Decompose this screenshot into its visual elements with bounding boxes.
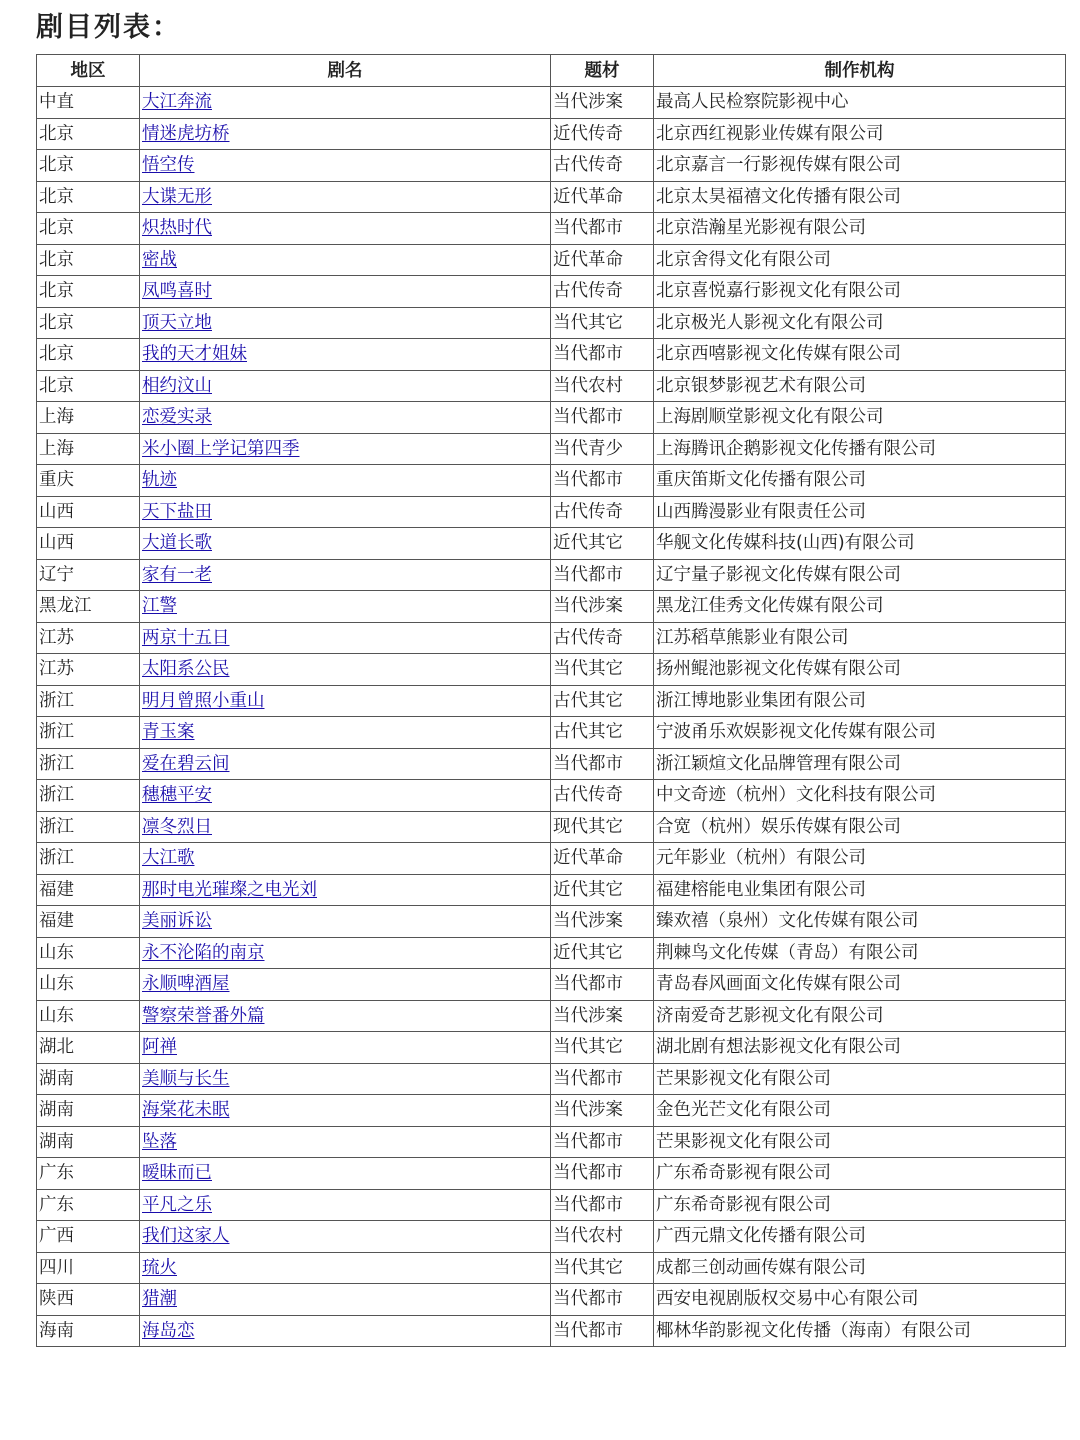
table-row bbox=[37, 843, 1066, 875]
cell-org: 北京嘉言一行影视传媒有限公司 bbox=[654, 150, 1066, 182]
cell-org: 北京太昊福禧文化传播有限公司 bbox=[654, 181, 1066, 213]
cell-genre: 古代其它 bbox=[551, 717, 654, 749]
cell-org: 荆棘鸟文化传媒（青岛）有限公司 bbox=[654, 937, 1066, 969]
cell-name bbox=[140, 118, 551, 150]
cell-genre: 当代都市 bbox=[551, 1126, 654, 1158]
table-row bbox=[37, 496, 1066, 528]
cell-name bbox=[140, 370, 551, 402]
cell-org: 北京舍得文化有限公司 bbox=[654, 244, 1066, 276]
cell-region: 上海 bbox=[37, 433, 140, 465]
cell-name bbox=[140, 685, 551, 717]
drama-link[interactable]: 暧昧而已 bbox=[142, 1163, 212, 1184]
cell-genre: 近代革命 bbox=[551, 244, 654, 276]
cell-region: 湖南 bbox=[37, 1126, 140, 1158]
drama-link[interactable]: 大江歌 bbox=[142, 848, 195, 869]
cell-org: 黑龙江佳秀文化传媒有限公司 bbox=[654, 591, 1066, 623]
drama-link[interactable]: 爱在碧云间 bbox=[142, 753, 230, 774]
cell-genre: 近代革命 bbox=[551, 181, 654, 213]
drama-link[interactable]: 情迷虎坊桥 bbox=[142, 123, 230, 144]
cell-region: 江苏 bbox=[37, 622, 140, 654]
table-body bbox=[37, 87, 1066, 1347]
cell-org: 扬州鲲池影视文化传媒有限公司 bbox=[654, 654, 1066, 686]
cell-org: 臻欢禧（泉州）文化传媒有限公司 bbox=[654, 906, 1066, 938]
table-row bbox=[37, 402, 1066, 434]
cell-name bbox=[140, 1032, 551, 1064]
cell-org: 中文奇迹（杭州）文化科技有限公司 bbox=[654, 780, 1066, 812]
cell-name bbox=[140, 181, 551, 213]
table-row bbox=[37, 1221, 1066, 1253]
cell-region: 陕西 bbox=[37, 1284, 140, 1316]
table-row bbox=[37, 370, 1066, 402]
table-row bbox=[37, 150, 1066, 182]
cell-region: 湖南 bbox=[37, 1063, 140, 1095]
table-row bbox=[37, 307, 1066, 339]
cell-region: 广西 bbox=[37, 1221, 140, 1253]
cell-org: 华舰文化传媒科技(山西)有限公司 bbox=[654, 528, 1066, 560]
cell-genre: 当代都市 bbox=[551, 1284, 654, 1316]
cell-region: 山东 bbox=[37, 1000, 140, 1032]
cell-genre: 当代都市 bbox=[551, 465, 654, 497]
cell-region: 重庆 bbox=[37, 465, 140, 497]
cell-genre: 当代都市 bbox=[551, 748, 654, 780]
drama-link[interactable]: 凛冬烈日 bbox=[142, 816, 212, 837]
cell-name bbox=[140, 1315, 551, 1347]
cell-name bbox=[140, 748, 551, 780]
cell-org: 重庆笛斯文化传播有限公司 bbox=[654, 465, 1066, 497]
table-row bbox=[37, 1189, 1066, 1221]
cell-org: 福建榕能电业集团有限公司 bbox=[654, 874, 1066, 906]
drama-link[interactable]: 顶天立地 bbox=[142, 312, 212, 333]
header-name: 剧名 bbox=[140, 55, 551, 87]
cell-name bbox=[140, 1063, 551, 1095]
table-row bbox=[37, 213, 1066, 245]
cell-org: 湖北剧有想法影视文化有限公司 bbox=[654, 1032, 1066, 1064]
cell-genre: 当代农村 bbox=[551, 370, 654, 402]
cell-org: 合宽（杭州）娱乐传媒有限公司 bbox=[654, 811, 1066, 843]
cell-org: 青岛春风画面文化传媒有限公司 bbox=[654, 969, 1066, 1001]
cell-region: 北京 bbox=[37, 370, 140, 402]
cell-org: 芒果影视文化有限公司 bbox=[654, 1063, 1066, 1095]
table-row bbox=[37, 465, 1066, 497]
drama-link[interactable]: 凤鸣喜时 bbox=[142, 281, 212, 302]
cell-name bbox=[140, 87, 551, 119]
cell-genre: 近代传奇 bbox=[551, 118, 654, 150]
table-row bbox=[37, 622, 1066, 654]
drama-link[interactable]: 猎潮 bbox=[142, 1289, 177, 1310]
drama-link[interactable]: 炽热时代 bbox=[142, 218, 212, 239]
header-org: 制作机构 bbox=[654, 55, 1066, 87]
table-row bbox=[37, 1252, 1066, 1284]
cell-region: 北京 bbox=[37, 276, 140, 308]
cell-genre: 当代涉案 bbox=[551, 87, 654, 119]
cell-genre: 当代其它 bbox=[551, 1252, 654, 1284]
cell-org: 广西元鼎文化传播有限公司 bbox=[654, 1221, 1066, 1253]
table-row bbox=[37, 559, 1066, 591]
cell-genre: 当代都市 bbox=[551, 402, 654, 434]
cell-name bbox=[140, 622, 551, 654]
cell-genre: 当代涉案 bbox=[551, 1000, 654, 1032]
header-region: 地区 bbox=[37, 55, 140, 87]
drama-link[interactable]: 天下盐田 bbox=[142, 501, 212, 522]
cell-name bbox=[140, 1284, 551, 1316]
cell-name bbox=[140, 874, 551, 906]
cell-genre: 当代涉案 bbox=[551, 906, 654, 938]
table-row bbox=[37, 654, 1066, 686]
cell-region: 黑龙江 bbox=[37, 591, 140, 623]
cell-genre: 古代传奇 bbox=[551, 780, 654, 812]
cell-name bbox=[140, 276, 551, 308]
cell-genre: 古代传奇 bbox=[551, 622, 654, 654]
cell-name bbox=[140, 150, 551, 182]
cell-org: 芒果影视文化有限公司 bbox=[654, 1126, 1066, 1158]
drama-link[interactable]: 恋爱实录 bbox=[142, 407, 212, 428]
cell-org: 金色光芒文化有限公司 bbox=[654, 1095, 1066, 1127]
drama-link[interactable]: 美丽诉讼 bbox=[142, 911, 212, 932]
cell-org: 济南爱奇艺影视文化有限公司 bbox=[654, 1000, 1066, 1032]
cell-name bbox=[140, 1252, 551, 1284]
drama-link[interactable]: 江警 bbox=[142, 596, 177, 617]
cell-region: 浙江 bbox=[37, 811, 140, 843]
cell-org: 北京银梦影视艺术有限公司 bbox=[654, 370, 1066, 402]
cell-org: 北京西嘻影视文化传媒有限公司 bbox=[654, 339, 1066, 371]
cell-region: 广东 bbox=[37, 1158, 140, 1190]
cell-genre: 当代其它 bbox=[551, 307, 654, 339]
table-row bbox=[37, 969, 1066, 1001]
table-row bbox=[37, 937, 1066, 969]
cell-org: 北京浩瀚星光影视有限公司 bbox=[654, 213, 1066, 245]
cell-name bbox=[140, 969, 551, 1001]
cell-name bbox=[140, 496, 551, 528]
cell-name bbox=[140, 654, 551, 686]
cell-genre: 当代都市 bbox=[551, 339, 654, 371]
cell-genre: 当代农村 bbox=[551, 1221, 654, 1253]
cell-name bbox=[140, 465, 551, 497]
cell-region: 北京 bbox=[37, 150, 140, 182]
table-row bbox=[37, 118, 1066, 150]
cell-genre: 古代其它 bbox=[551, 685, 654, 717]
cell-genre: 当代都市 bbox=[551, 1063, 654, 1095]
table-row bbox=[37, 1095, 1066, 1127]
cell-name bbox=[140, 811, 551, 843]
drama-link[interactable]: 大道长歌 bbox=[142, 533, 212, 554]
table-row bbox=[37, 276, 1066, 308]
table-row bbox=[37, 1063, 1066, 1095]
cell-name bbox=[140, 339, 551, 371]
cell-org: 上海腾讯企鹅影视文化传播有限公司 bbox=[654, 433, 1066, 465]
cell-region: 上海 bbox=[37, 402, 140, 434]
cell-org: 辽宁量子影视文化传媒有限公司 bbox=[654, 559, 1066, 591]
drama-link[interactable]: 青玉案 bbox=[142, 722, 195, 743]
cell-region: 福建 bbox=[37, 906, 140, 938]
table-row bbox=[37, 780, 1066, 812]
cell-org: 椰林华韵影视文化传播（海南）有限公司 bbox=[654, 1315, 1066, 1347]
cell-genre: 当代涉案 bbox=[551, 1095, 654, 1127]
table-row bbox=[37, 1032, 1066, 1064]
cell-genre: 当代其它 bbox=[551, 1032, 654, 1064]
drama-link[interactable]: 太阳系公民 bbox=[142, 659, 230, 680]
cell-region: 辽宁 bbox=[37, 559, 140, 591]
cell-name bbox=[140, 307, 551, 339]
drama-link[interactable]: 轨迹 bbox=[142, 470, 177, 491]
cell-name bbox=[140, 1126, 551, 1158]
cell-region: 北京 bbox=[37, 307, 140, 339]
cell-name bbox=[140, 717, 551, 749]
cell-genre: 近代其它 bbox=[551, 937, 654, 969]
cell-name bbox=[140, 906, 551, 938]
cell-region: 广东 bbox=[37, 1189, 140, 1221]
cell-genre: 当代都市 bbox=[551, 969, 654, 1001]
cell-org: 北京喜悦嘉行影视文化有限公司 bbox=[654, 276, 1066, 308]
table-row bbox=[37, 1315, 1066, 1347]
cell-region: 浙江 bbox=[37, 780, 140, 812]
cell-region: 山西 bbox=[37, 528, 140, 560]
cell-genre: 当代青少 bbox=[551, 433, 654, 465]
drama-link[interactable]: 坠落 bbox=[142, 1131, 177, 1152]
cell-org: 广东希奇影视有限公司 bbox=[654, 1158, 1066, 1190]
cell-region: 北京 bbox=[37, 244, 140, 276]
cell-org: 浙江博地影业集团有限公司 bbox=[654, 685, 1066, 717]
table-row bbox=[37, 433, 1066, 465]
drama-link[interactable]: 相约汶山 bbox=[142, 375, 212, 396]
cell-region: 四川 bbox=[37, 1252, 140, 1284]
cell-region: 江苏 bbox=[37, 654, 140, 686]
cell-org: 浙江颖煊文化品牌管理有限公司 bbox=[654, 748, 1066, 780]
table-row bbox=[37, 1000, 1066, 1032]
table-header-row bbox=[37, 55, 1066, 87]
cell-genre: 古代传奇 bbox=[551, 150, 654, 182]
drama-link[interactable]: 琉火 bbox=[142, 1257, 177, 1278]
drama-link[interactable]: 美顺与长生 bbox=[142, 1068, 230, 1089]
cell-region: 山西 bbox=[37, 496, 140, 528]
cell-region: 中直 bbox=[37, 87, 140, 119]
drama-link[interactable]: 海岛恋 bbox=[142, 1320, 195, 1341]
cell-name bbox=[140, 1158, 551, 1190]
table-row bbox=[37, 717, 1066, 749]
drama-link[interactable]: 警察荣誉番外篇 bbox=[142, 1005, 265, 1026]
cell-region: 福建 bbox=[37, 874, 140, 906]
cell-region: 浙江 bbox=[37, 717, 140, 749]
cell-region: 浙江 bbox=[37, 748, 140, 780]
table-row bbox=[37, 685, 1066, 717]
cell-region: 山东 bbox=[37, 969, 140, 1001]
cell-org: 最高人民检察院影视中心 bbox=[654, 87, 1066, 119]
drama-link[interactable]: 那时电光璀璨之电光刘 bbox=[142, 879, 317, 900]
drama-list-table bbox=[36, 54, 1066, 1347]
table-row bbox=[37, 1284, 1066, 1316]
drama-link[interactable]: 我的天才姐妹 bbox=[142, 344, 247, 365]
cell-genre: 当代都市 bbox=[551, 1189, 654, 1221]
cell-org: 江苏稻草熊影业有限公司 bbox=[654, 622, 1066, 654]
cell-genre: 当代都市 bbox=[551, 1158, 654, 1190]
cell-org: 西安电视剧版权交易中心有限公司 bbox=[654, 1284, 1066, 1316]
cell-genre: 当代都市 bbox=[551, 559, 654, 591]
cell-name bbox=[140, 1095, 551, 1127]
drama-link[interactable]: 永不沦陷的南京 bbox=[142, 942, 265, 963]
drama-link[interactable]: 阿禅 bbox=[142, 1037, 177, 1058]
cell-region: 浙江 bbox=[37, 685, 140, 717]
drama-link[interactable]: 大谍无形 bbox=[142, 186, 212, 207]
cell-region: 山东 bbox=[37, 937, 140, 969]
cell-genre: 当代涉案 bbox=[551, 591, 654, 623]
table-row bbox=[37, 87, 1066, 119]
drama-link[interactable]: 悟空传 bbox=[142, 155, 195, 176]
cell-name bbox=[140, 591, 551, 623]
cell-name bbox=[140, 843, 551, 875]
cell-region: 湖南 bbox=[37, 1095, 140, 1127]
table-row bbox=[37, 874, 1066, 906]
table-row bbox=[37, 906, 1066, 938]
cell-region: 北京 bbox=[37, 118, 140, 150]
cell-org: 山西腾漫影业有限责任公司 bbox=[654, 496, 1066, 528]
drama-link[interactable]: 海棠花未眠 bbox=[142, 1100, 230, 1121]
cell-org: 宁波甬乐欢娱影视文化传媒有限公司 bbox=[654, 717, 1066, 749]
cell-genre: 当代都市 bbox=[551, 1315, 654, 1347]
cell-name bbox=[140, 1221, 551, 1253]
cell-genre: 近代其它 bbox=[551, 874, 654, 906]
table-row bbox=[37, 811, 1066, 843]
cell-name bbox=[140, 937, 551, 969]
drama-link[interactable]: 我们这家人 bbox=[142, 1226, 230, 1247]
cell-org: 广东希奇影视有限公司 bbox=[654, 1189, 1066, 1221]
drama-link[interactable]: 明月曾照小重山 bbox=[142, 690, 265, 711]
cell-name bbox=[140, 528, 551, 560]
cell-genre: 当代其它 bbox=[551, 654, 654, 686]
cell-genre: 古代传奇 bbox=[551, 276, 654, 308]
page-title: 剧目列表： bbox=[36, 12, 181, 43]
drama-link[interactable]: 米小圈上学记第四季 bbox=[142, 438, 300, 459]
cell-name bbox=[140, 780, 551, 812]
table-row bbox=[37, 244, 1066, 276]
drama-link[interactable]: 密战 bbox=[142, 249, 177, 270]
drama-link[interactable]: 穗穗平安 bbox=[142, 785, 212, 806]
cell-region: 浙江 bbox=[37, 843, 140, 875]
table-row bbox=[37, 181, 1066, 213]
drama-link[interactable]: 两京十五日 bbox=[142, 627, 230, 648]
cell-region: 北京 bbox=[37, 339, 140, 371]
cell-region: 海南 bbox=[37, 1315, 140, 1347]
cell-genre: 当代都市 bbox=[551, 213, 654, 245]
cell-name bbox=[140, 559, 551, 591]
drama-link[interactable]: 平凡之乐 bbox=[142, 1194, 212, 1215]
cell-name bbox=[140, 433, 551, 465]
cell-org: 北京西红视影业传媒有限公司 bbox=[654, 118, 1066, 150]
cell-org: 元年影业（杭州）有限公司 bbox=[654, 843, 1066, 875]
cell-genre: 现代其它 bbox=[551, 811, 654, 843]
drama-link[interactable]: 永顺啤酒屋 bbox=[142, 974, 230, 995]
table-row bbox=[37, 528, 1066, 560]
cell-name bbox=[140, 244, 551, 276]
drama-link[interactable]: 大江奔流 bbox=[142, 92, 212, 113]
cell-genre: 近代革命 bbox=[551, 843, 654, 875]
cell-name bbox=[140, 213, 551, 245]
header-genre: 题材 bbox=[551, 55, 654, 87]
table-row bbox=[37, 339, 1066, 371]
cell-genre: 近代其它 bbox=[551, 528, 654, 560]
table-row bbox=[37, 1126, 1066, 1158]
cell-region: 北京 bbox=[37, 213, 140, 245]
cell-name bbox=[140, 1189, 551, 1221]
cell-region: 湖北 bbox=[37, 1032, 140, 1064]
cell-region: 北京 bbox=[37, 181, 140, 213]
cell-org: 上海剧顺堂影视文化有限公司 bbox=[654, 402, 1066, 434]
drama-link[interactable]: 家有一老 bbox=[142, 564, 212, 585]
table-row bbox=[37, 748, 1066, 780]
cell-name bbox=[140, 402, 551, 434]
table-row bbox=[37, 1158, 1066, 1190]
cell-org: 成都三创动画传媒有限公司 bbox=[654, 1252, 1066, 1284]
cell-org: 北京极光人影视文化有限公司 bbox=[654, 307, 1066, 339]
table-row bbox=[37, 591, 1066, 623]
cell-name bbox=[140, 1000, 551, 1032]
cell-genre: 古代传奇 bbox=[551, 496, 654, 528]
